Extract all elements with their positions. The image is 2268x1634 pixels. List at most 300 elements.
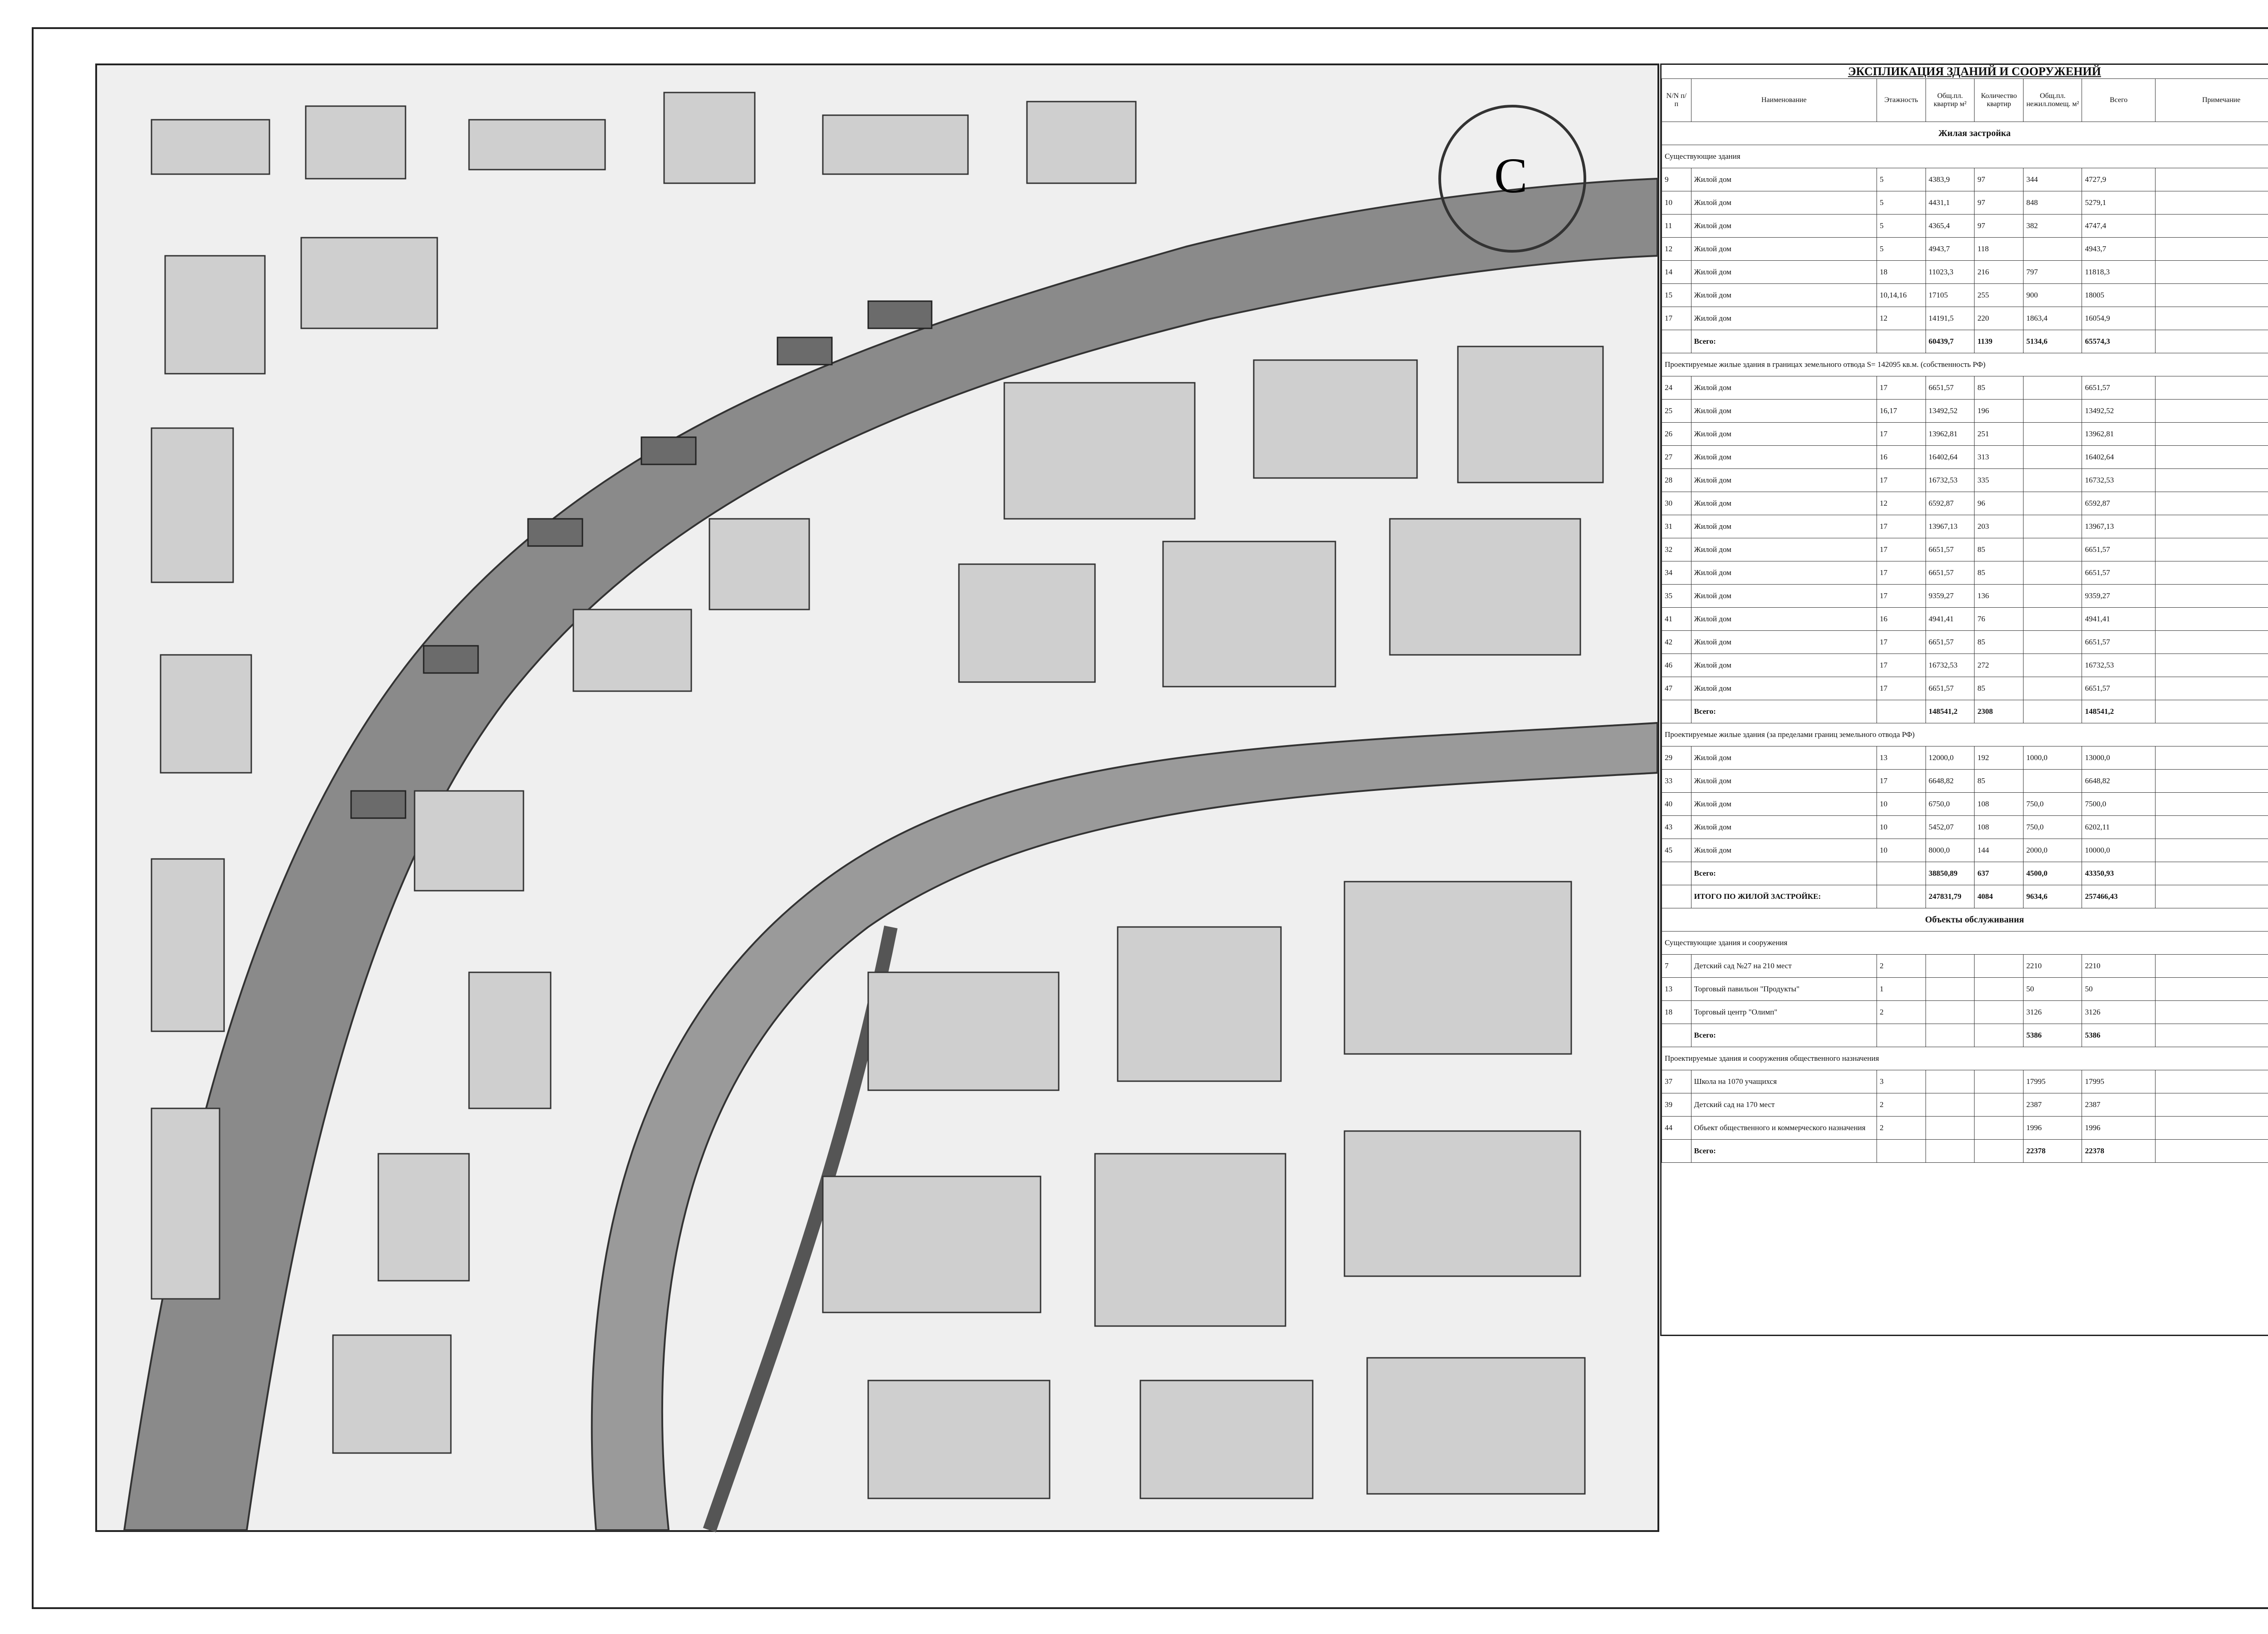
table-cell: 2 <box>1877 1093 1926 1117</box>
table-cell: 5 <box>1877 238 1926 261</box>
table-cell: 257466,43 <box>2082 885 2156 908</box>
table-cell <box>1662 700 1691 723</box>
table-cell: 12 <box>1662 238 1691 261</box>
table-row <box>1662 538 2268 561</box>
table-cell: 22378 <box>2024 1140 2082 1163</box>
table-cell: 10 <box>1877 839 1926 862</box>
table-cell: 17105 <box>1926 284 1975 307</box>
table-cell: 6648,82 <box>2082 770 2156 793</box>
table-row <box>1662 1070 2268 1093</box>
table-cell: Жилой дом <box>1691 400 1877 423</box>
table-cell <box>2156 793 2268 816</box>
table-cell: 313 <box>1975 446 2024 469</box>
table-cell: Жилой дом <box>1691 746 1877 770</box>
table-cell: 30 <box>1662 492 1691 515</box>
table-cell: 118 <box>1975 238 2024 261</box>
table-cell <box>2156 215 2268 238</box>
table-cell <box>1877 700 1926 723</box>
table-cell: 4431,1 <box>1926 191 1975 215</box>
table-cell: 335 <box>1975 469 2024 492</box>
col-header: Количество квартир <box>1975 79 2024 122</box>
table-cell: 44 <box>1662 1117 1691 1140</box>
table-cell: ИТОГО ПО ЖИЛОЙ ЗАСТРОЙКЕ: <box>1691 885 1877 908</box>
table-cell <box>1975 978 2024 1001</box>
table-cell: Существующие здания <box>1662 145 2268 168</box>
table-cell <box>2156 1001 2268 1024</box>
table-cell: Существующие здания и сооружения <box>1662 932 2268 955</box>
table-cell: 848 <box>2024 191 2082 215</box>
table-cell: 5 <box>1877 215 1926 238</box>
table-cell <box>1975 1070 2024 1093</box>
table-cell: 216 <box>1975 261 2024 284</box>
table-cell: 5 <box>1877 191 1926 215</box>
table-row <box>1662 862 2268 885</box>
table-cell <box>2156 376 2268 400</box>
table-cell: 148541,2 <box>1926 700 1975 723</box>
table-cell: 4500,0 <box>2024 862 2082 885</box>
table-cell: 2000,0 <box>2024 839 2082 862</box>
table-cell <box>1975 1140 2024 1163</box>
table-cell <box>1975 1093 2024 1117</box>
table-cell: 17 <box>1877 770 1926 793</box>
table-cell: 17 <box>1877 469 1926 492</box>
table-cell: 2210 <box>2082 955 2156 978</box>
table-cell <box>2024 585 2082 608</box>
table-cell: 42 <box>1662 631 1691 654</box>
table-cell <box>1877 862 1926 885</box>
table-cell: 6651,57 <box>2082 631 2156 654</box>
table-cell: 251 <box>1975 423 2024 446</box>
table-row <box>1662 955 2268 978</box>
table-row <box>1662 885 2268 908</box>
explication-table-1 <box>1660 63 2268 1336</box>
table-cell: 97 <box>1975 215 2024 238</box>
table-cell: 11023,3 <box>1926 261 1975 284</box>
table-cell: 13000,0 <box>2082 746 2156 770</box>
table-cell: 5386 <box>2024 1024 2082 1047</box>
table-cell <box>1926 1117 1975 1140</box>
section-row <box>1662 145 2268 168</box>
table-cell: 10000,0 <box>2082 839 2156 862</box>
table-cell: 1996 <box>2082 1117 2156 1140</box>
table-cell: 17 <box>1877 654 1926 677</box>
table-cell: 9 <box>1662 168 1691 191</box>
table-cell <box>1975 1001 2024 1024</box>
table-cell: 10,14,16 <box>1877 284 1926 307</box>
table-cell: 4747,4 <box>2082 215 2156 238</box>
table-cell: Жилой дом <box>1691 284 1877 307</box>
table-cell: 12000,0 <box>1926 746 1975 770</box>
table-cell: 41 <box>1662 608 1691 631</box>
table-row <box>1662 978 2268 1001</box>
table-cell <box>2156 839 2268 862</box>
table-cell: 97 <box>1975 191 2024 215</box>
table-cell <box>1926 1024 1975 1047</box>
table-cell <box>2024 376 2082 400</box>
table-cell: 108 <box>1975 793 2024 816</box>
table-cell <box>2156 1117 2268 1140</box>
table-cell <box>2156 400 2268 423</box>
table-row <box>1662 238 2268 261</box>
table-cell: 6592,87 <box>2082 492 2156 515</box>
table-cell <box>2024 608 2082 631</box>
table-cell: 9359,27 <box>2082 585 2156 608</box>
table-cell: 203 <box>1975 515 2024 538</box>
table-row <box>1662 654 2268 677</box>
table-cell: 12 <box>1877 492 1926 515</box>
table-cell: Всего: <box>1691 1024 1877 1047</box>
table-cell: 5452,07 <box>1926 816 1975 839</box>
table-cell: 16732,53 <box>1926 654 1975 677</box>
table-cell: 10 <box>1877 793 1926 816</box>
table-cell <box>2156 654 2268 677</box>
table-cell <box>1662 330 1691 353</box>
table-cell: 16402,64 <box>2082 446 2156 469</box>
table-cell: 2 <box>1877 1117 1926 1140</box>
table-cell: Жилой дом <box>1691 538 1877 561</box>
table-cell: 11818,3 <box>2082 261 2156 284</box>
table-cell <box>1975 1024 2024 1047</box>
table-cell: 17 <box>1877 561 1926 585</box>
table-cell: 17995 <box>2082 1070 2156 1093</box>
table-cell: 60439,7 <box>1926 330 1975 353</box>
table-cell: 637 <box>1975 862 2024 885</box>
table-cell: 22378 <box>2082 1140 2156 1163</box>
table-cell <box>2156 238 2268 261</box>
table-cell: 3 <box>1877 1070 1926 1093</box>
table-cell: Детский сад №27 на 210 мест <box>1691 955 1877 978</box>
table-cell <box>1662 1140 1691 1163</box>
table-cell <box>1662 862 1691 885</box>
table-cell: Жилой дом <box>1691 793 1877 816</box>
table-cell <box>1877 885 1926 908</box>
table-cell: 13492,52 <box>1926 400 1975 423</box>
table-cell: Жилой дом <box>1691 376 1877 400</box>
table-cell: 750,0 <box>2024 816 2082 839</box>
table-cell <box>2156 585 2268 608</box>
table-cell: 15 <box>1662 284 1691 307</box>
table-cell: Проектируемые жилые здания в границах земельного отвода S= 142095 кв.м. (собственность РФ) <box>1662 353 2268 376</box>
table-cell: 85 <box>1975 561 2024 585</box>
table-row <box>1662 700 2268 723</box>
table-cell <box>2156 1093 2268 1117</box>
table-cell: 2387 <box>2024 1093 2082 1117</box>
table-cell <box>2024 515 2082 538</box>
table-cell: Проектируемые жилые здания (за пределами границ земельного отвода РФ) <box>1662 723 2268 746</box>
table-cell: Проектируемые здания и сооружения общественного назначения <box>1662 1047 2268 1070</box>
table-cell: 900 <box>2024 284 2082 307</box>
table-cell: 85 <box>1975 770 2024 793</box>
table-cell: 192 <box>1975 746 2024 770</box>
table-cell <box>2156 1140 2268 1163</box>
table-row <box>1662 469 2268 492</box>
table-cell: 9634,6 <box>2024 885 2082 908</box>
table-cell: 7500,0 <box>2082 793 2156 816</box>
table-cell: Жилой дом <box>1691 608 1877 631</box>
table-cell: 32 <box>1662 538 1691 561</box>
table-row <box>1662 330 2268 353</box>
section-row <box>1662 932 2268 955</box>
table-row <box>1662 1093 2268 1117</box>
table-cell: 6651,57 <box>2082 677 2156 700</box>
table-cell: 16 <box>1877 446 1926 469</box>
table-cell: 85 <box>1975 631 2024 654</box>
table-cell: 750,0 <box>2024 793 2082 816</box>
table-cell: Жилой дом <box>1691 561 1877 585</box>
table-cell: 6651,57 <box>1926 538 1975 561</box>
table-cell: 39 <box>1662 1093 1691 1117</box>
table-cell: 8000,0 <box>1926 839 1975 862</box>
table-row <box>1662 376 2268 400</box>
table-cell: 16732,53 <box>2082 654 2156 677</box>
table-cell: 1996 <box>2024 1117 2082 1140</box>
table-row <box>1662 1024 2268 1047</box>
table-cell: 17 <box>1877 631 1926 654</box>
table-cell: Торговый центр "Олимп" <box>1691 1001 1877 1024</box>
table-cell: Объект общественного и коммерческого назначения <box>1691 1117 1877 1140</box>
table-cell <box>2024 423 2082 446</box>
table-cell <box>2156 631 2268 654</box>
table-cell: 85 <box>1975 677 2024 700</box>
table-row <box>1662 1117 2268 1140</box>
table-cell <box>2156 1070 2268 1093</box>
table-cell: 6651,57 <box>1926 561 1975 585</box>
table-cell: 25 <box>1662 400 1691 423</box>
table-cell: 13967,13 <box>1926 515 1975 538</box>
table-cell: 5279,1 <box>2082 191 2156 215</box>
table-cell: 4941,41 <box>1926 608 1975 631</box>
table-cell: 13962,81 <box>2082 423 2156 446</box>
table-cell: 220 <box>1975 307 2024 330</box>
table-cell: 797 <box>2024 261 2082 284</box>
table-cell: 1139 <box>1975 330 2024 353</box>
table-cell <box>2156 700 2268 723</box>
table-cell: Жилой дом <box>1691 585 1877 608</box>
table-cell: Жилой дом <box>1691 515 1877 538</box>
site-plan-map <box>95 63 1659 1532</box>
table-cell: Всего: <box>1691 700 1877 723</box>
table-cell: 96 <box>1975 492 2024 515</box>
table-cell: 5386 <box>2082 1024 2156 1047</box>
table-cell: 10 <box>1662 191 1691 215</box>
table-cell: 11 <box>1662 215 1691 238</box>
section-row <box>1662 122 2268 145</box>
table-cell <box>2024 631 2082 654</box>
table-cell <box>1662 1024 1691 1047</box>
table-cell: Детский сад на 170 мест <box>1691 1093 1877 1117</box>
table-cell: 6651,57 <box>1926 376 1975 400</box>
table-cell <box>2156 261 2268 284</box>
table-cell: 6651,57 <box>1926 677 1975 700</box>
table-cell: 17 <box>1877 376 1926 400</box>
table-row <box>1662 561 2268 585</box>
residential-table <box>1662 78 2268 1163</box>
table-cell: Объекты обслуживания <box>1662 908 2268 932</box>
table-cell: 196 <box>1975 400 2024 423</box>
table-cell: 1863,4 <box>2024 307 2082 330</box>
table-cell: 3126 <box>2082 1001 2156 1024</box>
table-cell: 33 <box>1662 770 1691 793</box>
table-cell: 14191,5 <box>1926 307 1975 330</box>
table-cell <box>2156 191 2268 215</box>
table-cell <box>1926 955 1975 978</box>
table-cell <box>2156 284 2268 307</box>
table-cell: 17 <box>1877 585 1926 608</box>
table-row <box>1662 770 2268 793</box>
table-cell <box>2156 515 2268 538</box>
table-row <box>1662 284 2268 307</box>
table-cell: 18 <box>1877 261 1926 284</box>
col-header: N/N п/п <box>1662 79 1691 122</box>
table-cell <box>2024 400 2082 423</box>
table-cell: Жилой дом <box>1691 238 1877 261</box>
table-cell: 17 <box>1662 307 1691 330</box>
col-header: Всего <box>2082 79 2156 122</box>
table-cell: 16054,9 <box>2082 307 2156 330</box>
table-cell <box>2156 561 2268 585</box>
svg-text:C: C <box>1494 148 1528 203</box>
table-cell <box>2156 885 2268 908</box>
table-cell <box>1877 330 1926 353</box>
table-cell: 31 <box>1662 515 1691 538</box>
table-cell: 97 <box>1975 168 2024 191</box>
table-cell <box>2024 770 2082 793</box>
table-cell: Торговый павильон "Продукты" <box>1691 978 1877 1001</box>
table-cell <box>2156 677 2268 700</box>
table-cell: 247831,79 <box>1926 885 1975 908</box>
table-row <box>1662 608 2268 631</box>
table-cell: 13 <box>1877 746 1926 770</box>
table-cell: 7 <box>1662 955 1691 978</box>
table-cell: 46 <box>1662 654 1691 677</box>
table-cell <box>1975 955 2024 978</box>
table-row <box>1662 839 2268 862</box>
table-cell <box>2156 168 2268 191</box>
table-cell: Жилой дом <box>1691 307 1877 330</box>
table-cell: Всего: <box>1691 330 1877 353</box>
table-cell: 17 <box>1877 677 1926 700</box>
table-cell: 108 <box>1975 816 2024 839</box>
table-row <box>1662 261 2268 284</box>
table-cell: 24 <box>1662 376 1691 400</box>
table-cell: Жилой дом <box>1691 770 1877 793</box>
table-cell: 16402,64 <box>1926 446 1975 469</box>
table-cell: Жилая застройка <box>1662 122 2268 145</box>
table-cell <box>2156 1024 2268 1047</box>
table-cell: Жилой дом <box>1691 215 1877 238</box>
table-cell <box>1662 885 1691 908</box>
table-cell: Жилой дом <box>1691 654 1877 677</box>
table-cell <box>2156 492 2268 515</box>
table-cell: 43350,93 <box>2082 862 2156 885</box>
table-cell <box>2156 770 2268 793</box>
residential-body <box>1662 122 2268 1163</box>
table-cell: 85 <box>1975 376 2024 400</box>
table-cell: 4943,7 <box>2082 238 2156 261</box>
table-cell: 6750,0 <box>1926 793 1975 816</box>
table-cell: 16,17 <box>1877 400 1926 423</box>
table-cell: 9359,27 <box>1926 585 1975 608</box>
table-cell <box>2156 608 2268 631</box>
table-cell: Жилой дом <box>1691 631 1877 654</box>
col-header: Общ.пл. нежил.помещ. м² <box>2024 79 2082 122</box>
table-cell: 16732,53 <box>2082 469 2156 492</box>
table-cell <box>2156 862 2268 885</box>
table-cell: 6651,57 <box>2082 561 2156 585</box>
table-row <box>1662 423 2268 446</box>
table-cell <box>1926 1093 1975 1117</box>
table-cell <box>2156 446 2268 469</box>
table-cell: 26 <box>1662 423 1691 446</box>
table-cell: 18005 <box>2082 284 2156 307</box>
table-cell: 5134,6 <box>2024 330 2082 353</box>
table-cell: Жилой дом <box>1691 469 1877 492</box>
table-cell: Жилой дом <box>1691 816 1877 839</box>
table-cell: Всего: <box>1691 862 1877 885</box>
table-cell: 27 <box>1662 446 1691 469</box>
table-cell: 12 <box>1877 307 1926 330</box>
table-cell <box>2024 561 2082 585</box>
table-cell: 14 <box>1662 261 1691 284</box>
table-cell <box>2156 816 2268 839</box>
table-cell: 148541,2 <box>2082 700 2156 723</box>
table-cell: Жилой дом <box>1691 446 1877 469</box>
table-cell <box>2024 700 2082 723</box>
table-cell <box>2024 677 2082 700</box>
table-cell <box>2156 978 2268 1001</box>
table-cell: 6651,57 <box>2082 376 2156 400</box>
table-row <box>1662 400 2268 423</box>
table-cell <box>1926 978 1975 1001</box>
table-cell: 18 <box>1662 1001 1691 1024</box>
table-cell <box>1926 1001 1975 1024</box>
table-cell: 5 <box>1877 168 1926 191</box>
table-row <box>1662 446 2268 469</box>
section-row <box>1662 1047 2268 1070</box>
table-cell: 4941,41 <box>2082 608 2156 631</box>
table-row <box>1662 215 2268 238</box>
table-row <box>1662 1001 2268 1024</box>
table-cell <box>1877 1024 1926 1047</box>
explication-title: ЭКСПЛИКАЦИЯ ЗДАНИЙ И СООРУЖЕНИЙ <box>1848 65 2101 78</box>
table-row <box>1662 168 2268 191</box>
table-cell: 4727,9 <box>2082 168 2156 191</box>
table-cell: 4383,9 <box>1926 168 1975 191</box>
table-cell: 17995 <box>2024 1070 2082 1093</box>
table-cell <box>2156 330 2268 353</box>
table-cell: 4365,4 <box>1926 215 1975 238</box>
table-cell: 4943,7 <box>1926 238 1975 261</box>
table-cell: 45 <box>1662 839 1691 862</box>
table-cell: 28 <box>1662 469 1691 492</box>
table-cell: 17 <box>1877 423 1926 446</box>
table-cell: 6592,87 <box>1926 492 1975 515</box>
table-cell <box>2024 446 2082 469</box>
table-cell <box>1926 1140 1975 1163</box>
table-cell: Жилой дом <box>1691 423 1877 446</box>
table-cell: 17 <box>1877 538 1926 561</box>
table-cell <box>2024 654 2082 677</box>
table-row <box>1662 677 2268 700</box>
section-row <box>1662 723 2268 746</box>
table-cell: Жилой дом <box>1691 261 1877 284</box>
table-cell <box>2024 492 2082 515</box>
table-cell <box>2156 307 2268 330</box>
table-cell: 85 <box>1975 538 2024 561</box>
table-cell: 16 <box>1877 608 1926 631</box>
table-cell: 13492,52 <box>2082 400 2156 423</box>
table-cell: Жилой дом <box>1691 168 1877 191</box>
